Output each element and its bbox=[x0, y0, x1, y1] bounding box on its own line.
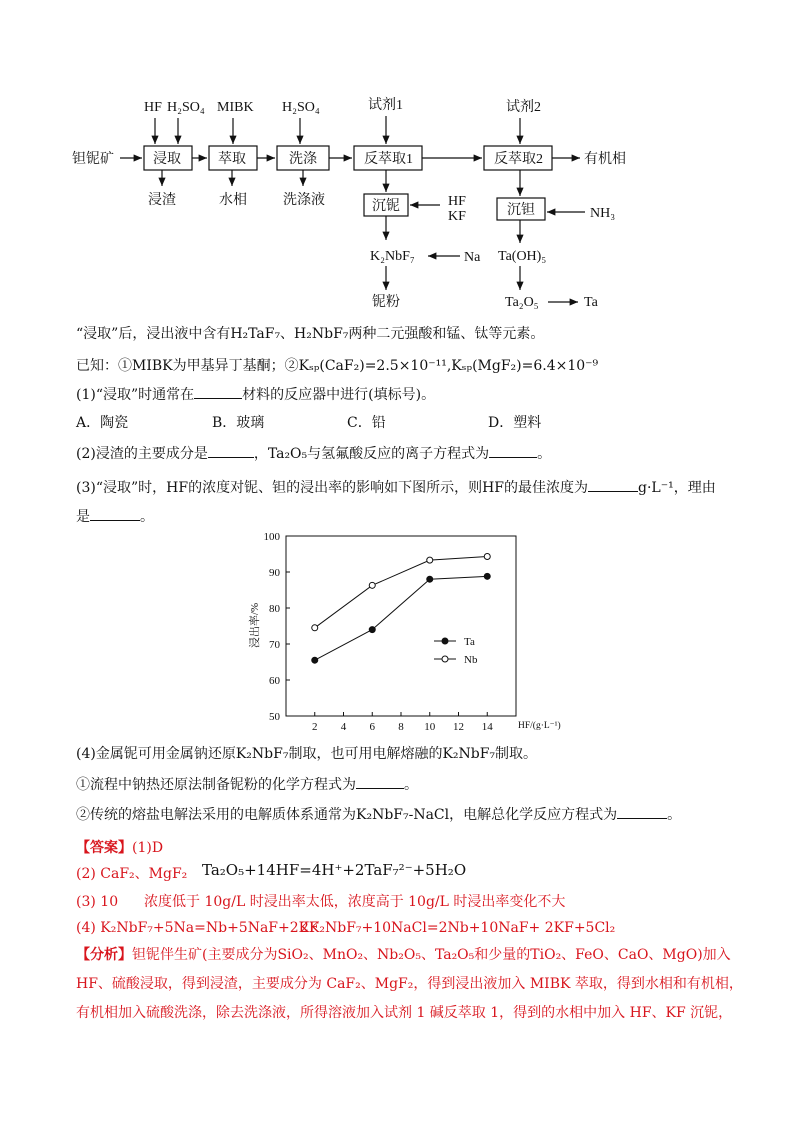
analysis-line-1 bbox=[76, 945, 731, 965]
na-label: Na bbox=[464, 250, 481, 265]
answer-label: 【答案】 bbox=[76, 840, 132, 856]
legend-label-nb: Nb bbox=[464, 654, 478, 666]
option-d: D．塑料 bbox=[488, 415, 542, 431]
ta2o5-label: Ta₂O₅ bbox=[505, 295, 539, 310]
q1-text: (1)“浸取”时通常在 bbox=[76, 387, 195, 403]
question-4-1 bbox=[76, 775, 418, 795]
data-point-ta bbox=[312, 657, 318, 663]
answer-4b: 2K₂NbF₇+10NaCl=2Nb+10NaF+ 2KF+5Cl₂ bbox=[300, 920, 616, 936]
x-tick-label: 8 bbox=[398, 721, 404, 733]
question-1 bbox=[76, 385, 435, 405]
organic-phase-label: 有机相 bbox=[584, 152, 626, 167]
legend-marker-ta bbox=[442, 638, 448, 644]
intro-text: “浸取”后，浸出液中含有H₂TaF₇、H₂NbF₇两种二元强酸和锰、钛等元素。 bbox=[76, 326, 545, 342]
q2-text-3: 。 bbox=[537, 446, 552, 462]
option-c: C．铅 bbox=[347, 415, 386, 431]
series-line-nb bbox=[315, 557, 488, 628]
box-precip-nb-label: 沉铌 bbox=[372, 199, 400, 214]
reagent1-label: 试剂1 bbox=[368, 98, 403, 113]
flow-diagram bbox=[0, 0, 800, 320]
answer-line-1 bbox=[76, 838, 163, 858]
mibk-label: MIBK bbox=[217, 100, 254, 115]
x-tick-label: 6 bbox=[369, 721, 375, 733]
data-point-ta bbox=[427, 576, 433, 582]
water-phase-label: 水相 bbox=[219, 193, 247, 208]
y-axis-label: 浸出率/% bbox=[249, 602, 261, 648]
question-2 bbox=[76, 444, 551, 464]
ore-label: 钽铌矿 bbox=[72, 152, 114, 167]
taoh5-label: Ta(OH)₅ bbox=[498, 249, 547, 264]
y-tick-label: 70 bbox=[269, 639, 280, 651]
h2so4-label-1: H₂SO₄ bbox=[167, 100, 205, 115]
known-text: 已知：①MIBK为甲基异丁基酮；②Kₛₚ(CaF₂)=2.5×10⁻¹¹,Kₛₚ(MgF₂)=6.4×10⁻⁹ bbox=[76, 358, 599, 374]
hf-label-2: HF bbox=[448, 194, 466, 209]
answer-3a: (3) 10 bbox=[76, 894, 119, 910]
data-point-nb bbox=[369, 582, 375, 588]
q1-text-2: 材料的反应器中进行(填标号)。 bbox=[242, 387, 436, 403]
q3-text: (3)“浸取”时，HF的浓度对铌、钽的浸出率的影响如下图所示，则HF的最佳浓度为 bbox=[76, 480, 588, 496]
box-leach-label: 浸取 bbox=[153, 152, 181, 167]
h2so4-label-2: H₂SO₄ bbox=[282, 100, 320, 115]
q3-blank-2 bbox=[90, 520, 140, 521]
q2-blank-1 bbox=[208, 457, 254, 458]
question-3 bbox=[76, 478, 716, 498]
q4-2-blank bbox=[617, 818, 667, 819]
q2-text-2: ，Ta₂O₅与氢氟酸反应的离子方程式为 bbox=[253, 446, 490, 462]
y-tick-label: 90 bbox=[269, 567, 280, 579]
q4-1-text: ①流程中钠热还原法制备铌粉的化学方程式为 bbox=[76, 777, 356, 793]
y-tick-label: 50 bbox=[269, 711, 280, 723]
q3-text-3: 是 bbox=[76, 509, 90, 525]
option-a: A．陶瓷 bbox=[76, 415, 129, 431]
legend-marker-nb bbox=[442, 656, 448, 662]
x-tick-label: 2 bbox=[312, 721, 318, 733]
q3-blank-1 bbox=[588, 491, 638, 492]
answer-3b: 浓度低于 10g/L 时浸出率太低，浓度高于 10g/L 时浸出率变化不大 bbox=[144, 894, 566, 910]
answer-2a: (2) CaF₂、MgF₂ bbox=[76, 866, 188, 882]
data-point-ta bbox=[369, 627, 375, 633]
y-tick-label: 60 bbox=[269, 675, 280, 687]
answer-4a: (4) K₂NbF₇+5Na=Nb+5NaF+2KF bbox=[76, 920, 319, 936]
q4-2-text: ②传统的熔盐电解法采用的电解质体系通常为K₂NbF₇-NaCl，电解总化学反应方程式为 bbox=[76, 807, 618, 823]
reagent2-label: 试剂2 bbox=[506, 100, 541, 115]
answer-2b: Ta₂O₅+14HF=4H⁺+2TaF₇²⁻+5H₂O bbox=[202, 861, 467, 879]
analysis-label: 【分析】 bbox=[76, 947, 132, 963]
q2-text: (2)浸渣的主要成分是 bbox=[76, 446, 208, 462]
question-3-cont bbox=[76, 507, 154, 527]
box-back1-label: 反萃取1 bbox=[364, 152, 413, 167]
box-precip-ta-label: 沉钽 bbox=[507, 203, 535, 218]
k2nbf7-label: K₂NbF₇ bbox=[370, 249, 415, 264]
kf-label: KF bbox=[448, 209, 466, 224]
nb-powder-label: 铌粉 bbox=[372, 295, 400, 310]
y-tick-label: 100 bbox=[263, 531, 280, 543]
data-point-ta bbox=[484, 573, 490, 579]
question-4: (4)金属铌可用金属钠还原K₂NbF₇制取，也可用电解熔融的K₂NbF₇制取。 bbox=[76, 746, 538, 762]
q1-blank bbox=[194, 398, 242, 399]
x-tick-label: 4 bbox=[340, 721, 347, 733]
box-back2-label: 反萃取2 bbox=[494, 152, 543, 167]
residue-label: 浸渣 bbox=[148, 193, 176, 208]
x-tick-label: 14 bbox=[481, 721, 493, 733]
hf-label: HF bbox=[144, 100, 162, 115]
hf-leach-rate-chart bbox=[240, 528, 570, 738]
series-line-ta bbox=[315, 576, 488, 660]
answer-1: (1)D bbox=[132, 840, 164, 856]
question-4-2 bbox=[76, 805, 681, 825]
plot-frame bbox=[286, 536, 516, 716]
ta-label: Ta bbox=[584, 295, 598, 310]
q4-2-text-2: 。 bbox=[667, 807, 682, 823]
data-point-nb bbox=[312, 625, 318, 631]
q3-text-2: g·L⁻¹，理由 bbox=[638, 480, 716, 496]
box-extract-label: 萃取 bbox=[218, 152, 246, 167]
q3-text-4: 。 bbox=[140, 509, 154, 525]
box-wash-label: 洗涤 bbox=[289, 152, 317, 167]
data-point-nb bbox=[484, 554, 490, 560]
analysis-text-3: 有机相加入硫酸洗涤，除去洗涤液，所得溶液加入试剂 1 碱反萃取 1，得到的水相中加入 HF、KF 沉铌， bbox=[76, 1005, 733, 1021]
analysis-text-2: HF、硫酸浸取，得到浸渣，主要成分为 CaF₂、MgF₂，得到浸出液加入 MIBK 萃取，得到水相和有机相， bbox=[76, 976, 743, 992]
q4-1-blank bbox=[356, 788, 404, 789]
nh3-label: NH₃ bbox=[590, 206, 616, 221]
option-b: B．玻璃 bbox=[212, 415, 265, 431]
x-tick-label: 12 bbox=[453, 721, 464, 733]
legend-label-ta: Ta bbox=[464, 636, 475, 648]
analysis-text-1: 钽铌伴生矿(主要成分为SiO₂、MnO₂、Nb₂O₅、Ta₂O₅和少量的TiO₂、FeO、CaO、MgO)加入 bbox=[132, 947, 731, 963]
wash-liquid-label: 洗涤液 bbox=[283, 193, 325, 208]
x-axis-label: HF/(g·L⁻¹) bbox=[518, 721, 561, 731]
q4-1-text-2: 。 bbox=[404, 777, 418, 793]
q2-blank-2 bbox=[489, 457, 537, 458]
x-tick-label: 10 bbox=[424, 721, 436, 733]
y-tick-label: 80 bbox=[269, 603, 280, 615]
data-point-nb bbox=[427, 557, 433, 563]
